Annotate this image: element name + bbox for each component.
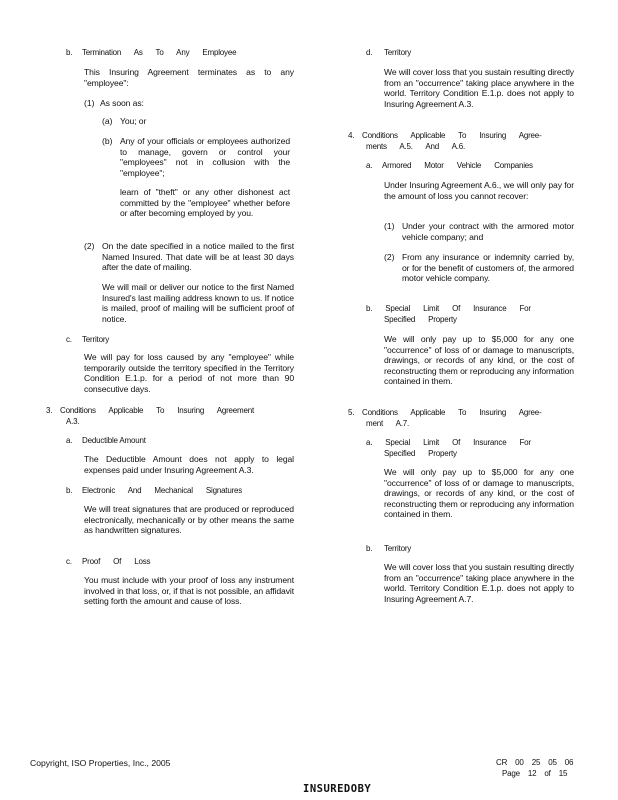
footer-copyright: Copyright, ISO Properties, Inc., 2005 xyxy=(30,758,171,768)
item-4b-heading: b. Special Limit Of Insurance For xyxy=(366,304,531,313)
item-b-heading: Termination As To Any Employee xyxy=(82,48,237,57)
item-3c-heading: Proof Of Loss xyxy=(82,557,151,566)
item-4b-heading-line2: Specified Property xyxy=(384,315,457,324)
item-b2-continuation: We will mail or deliver our notice to the first Named Insured's last mailing address known to us. If notice is mailed, proof of mailing will be sufficient proof of notice. xyxy=(102,282,294,324)
footer-page-number: Page 12 of 15 xyxy=(502,769,568,778)
item-b-marker: b. xyxy=(66,48,73,57)
item-ba-text: You; or xyxy=(120,116,147,126)
item-3c-text: You must include with your proof of loss any instrument involved in that loss, or, if that is not possible, an affidavit setting forth the amount and cause of loss. xyxy=(84,575,294,607)
item-ba-marker: (a) xyxy=(102,116,113,126)
section-4-marker: 4. xyxy=(348,131,355,140)
item-c-text: We will pay for loss caused by any "employee" while temporarily outside the territory specified in the Territory Condition E.1.p. for a period of not more than 90 consecutive days. xyxy=(84,352,294,394)
item-c-marker: c. xyxy=(66,335,72,344)
section-5-heading: Conditions Applicable To Insuring Agree- xyxy=(362,408,542,417)
item-3a-marker: a. xyxy=(66,436,73,445)
section-5-heading-line2: ment A.7. xyxy=(366,419,409,428)
item-5a-heading: a. Special Limit Of Insurance For xyxy=(366,438,531,447)
item-4a2-marker: (2) xyxy=(384,252,395,262)
item-bb-marker: (b) xyxy=(102,136,113,146)
item-5b-heading: Territory xyxy=(384,544,412,553)
item-3a-heading: Deductible Amount xyxy=(82,436,146,445)
item-4a-heading: Armored Motor Vehicle Companies xyxy=(382,161,533,170)
item-5b-text: We will cover loss that you sustain resulting directly from an "occurrence" taking place anywhere in the world. Territory Condition E.1.p. does not apply to Insuring Agreement A.7. xyxy=(384,562,574,604)
section-5-marker: 5. xyxy=(348,408,355,417)
item-3b-text: We will treat signatures that are produced or reproduced electronically, mechanically or by other means the same as handwritten signatures. xyxy=(84,504,294,536)
item-5a-heading-line2: Specified Property xyxy=(384,449,457,458)
item-b1-marker: (1) xyxy=(84,98,95,108)
item-5b-marker: b. xyxy=(366,544,373,553)
item-d-heading: Territory xyxy=(384,48,412,57)
section-3-heading: Conditions Applicable To Insuring Agreement xyxy=(60,406,255,415)
item-bb-text: Any of your officials or employees authorized to manage, govern or control your "employees" not in collusion with the "employee"; xyxy=(120,136,290,178)
item-4a-text: Under Insuring Agreement A.6., we will only pay for the amount of loss you cannot recover: xyxy=(384,180,574,201)
item-d-marker: d. xyxy=(366,48,373,57)
item-bb-continuation: learn of "theft" or any other dishonest act committed by the "employee" whether before or after becoming employed by you. xyxy=(120,187,290,219)
item-b2-text: On the date specified in a notice mailed to the first Named Insured. That date will be at least 30 days after the date of mailing. xyxy=(102,241,294,273)
item-3b-marker: b. xyxy=(66,486,73,495)
item-4b-text: We will only pay up to $5,000 for any one "occurrence" of loss of or damage to manuscripts, drawings, or records of any kind, or the cost of reconstructing them or reproducing any information contained in them. xyxy=(384,334,574,387)
item-5a-text: We will only pay up to $5,000 for any one "occurrence" of loss of or damage to manuscripts, drawings, or records of any kind, or the cost of reconstructing them or reproducing any information contained in them. xyxy=(384,467,574,520)
item-b-intro: This Insuring Agreement terminates as to any "employee": xyxy=(84,67,294,88)
item-4a2-text: From any insurance or indemnity carried by, or for the benefit of customers of, the armored motor vehicle company. xyxy=(402,252,574,284)
item-3b-heading: Electronic And Mechanical Signatures xyxy=(82,486,243,495)
section-3-marker: 3. xyxy=(46,406,53,415)
item-d-text: We will cover loss that you sustain resulting directly from an "occurrence" taking place anywhere in the world. Territory Condition E.1.p. does not apply to Insuring Agreement A.3. xyxy=(384,67,574,109)
section-4-heading-line2: ments A.5. And A.6. xyxy=(366,142,466,151)
item-4a1-marker: (1) xyxy=(384,221,395,231)
item-b2-marker: (2) xyxy=(84,241,95,251)
footer-form-number: CR 00 25 05 06 xyxy=(496,758,574,767)
item-3a-text: The Deductible Amount does not apply to legal expenses paid under Insuring Agreement A.3. xyxy=(84,454,294,475)
item-b1-text: As soon as: xyxy=(100,98,144,108)
footer-stamp: INSUREDOBY xyxy=(303,783,372,795)
item-4a-marker: a. xyxy=(366,161,373,170)
section-4-heading: Conditions Applicable To Insuring Agree- xyxy=(362,131,542,140)
item-3c-marker: c. xyxy=(66,557,72,566)
item-c-heading: Territory xyxy=(82,335,110,344)
section-3-heading-line2: A.3. xyxy=(66,417,80,426)
item-4a1-text: Under your contract with the armored motor vehicle company; and xyxy=(402,221,574,242)
